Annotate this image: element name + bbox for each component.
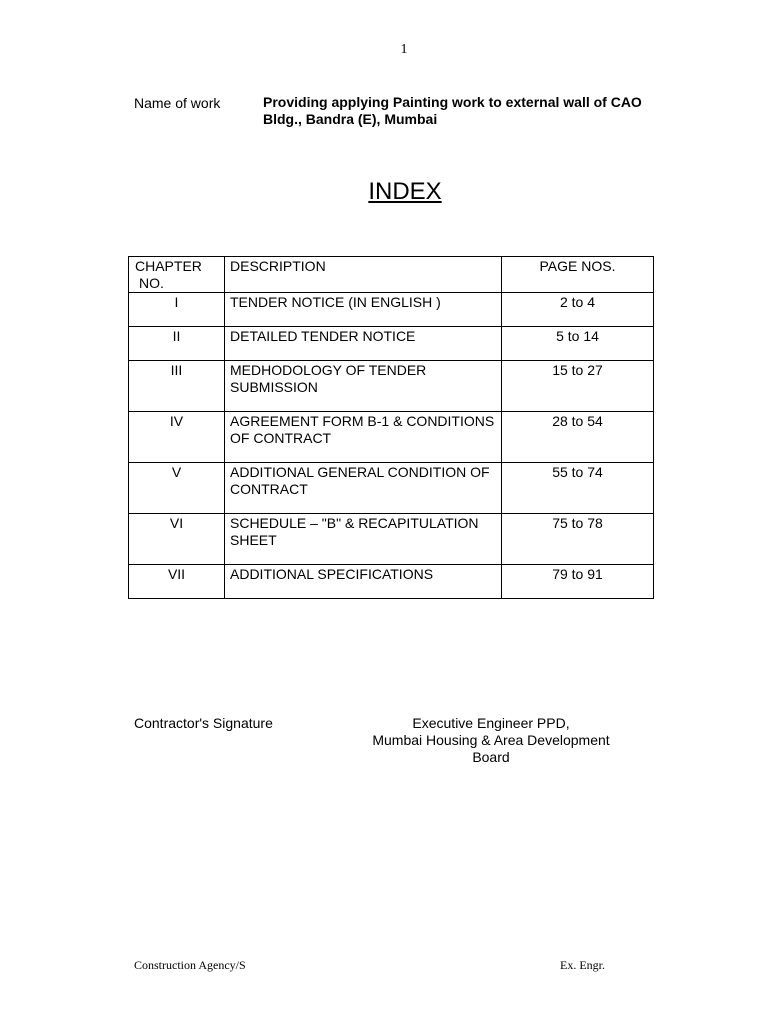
row-description: SCHEDULE – "B" & RECAPITULATION SHEET (225, 514, 502, 565)
table-row (129, 412, 654, 463)
row-pages: 79 to 91 (502, 565, 654, 599)
engineer-signature-block (355, 715, 627, 766)
row-chapter: VII (129, 565, 225, 599)
name-of-work-value: Providing applying Painting work to external wall of CAO Bldg., Bandra (E), Mumbai (263, 94, 642, 127)
row-pages: 15 to 27 (502, 361, 654, 412)
contractor-signature: Contractor's Signature (134, 715, 273, 731)
row-chapter: I (129, 293, 225, 327)
row-pages: 55 to 74 (502, 463, 654, 514)
row-pages: 5 to 14 (502, 327, 654, 361)
row-pages: 28 to 54 (502, 412, 654, 463)
table-row (129, 463, 654, 514)
row-description: DETAILED TENDER NOTICE (225, 327, 502, 361)
table-row (129, 565, 654, 599)
table-row (129, 327, 654, 361)
row-pages: 75 to 78 (502, 514, 654, 565)
engineer-organization: Mumbai Housing & Area Development Board (372, 732, 610, 765)
row-description: ADDITIONAL SPECIFICATIONS (225, 565, 502, 599)
table-header-row (129, 257, 654, 293)
name-of-work-label: Name of work (134, 95, 221, 111)
header-chapter (129, 257, 225, 293)
footer-right: Ex. Engr. (560, 958, 605, 972)
header-description: DESCRIPTION (225, 257, 502, 293)
header-chapter-line1: CHAPTER (135, 258, 202, 274)
index-table (128, 256, 654, 599)
footer-left: Construction Agency/S (134, 958, 246, 972)
row-chapter: VI (129, 514, 225, 565)
row-description: TENDER NOTICE (IN ENGLISH ) (225, 293, 502, 327)
header-pages: PAGE NOS. (502, 257, 654, 293)
table-row (129, 293, 654, 327)
page-number: 1 (400, 42, 408, 57)
row-description: ADDITIONAL GENERAL CONDITION OF CONTRACT (225, 463, 502, 514)
row-pages: 2 to 4 (502, 293, 654, 327)
index-title: INDEX (368, 178, 442, 205)
table-row (129, 361, 654, 412)
row-chapter: II (129, 327, 225, 361)
row-description: AGREEMENT FORM B-1 & CONDITIONS OF CONTRACT (225, 412, 502, 463)
header-chapter-line2: NO. (139, 275, 164, 291)
row-chapter: IV (129, 412, 225, 463)
row-description: MEDHODOLOGY OF TENDER SUBMISSION (225, 361, 502, 412)
table-row (129, 514, 654, 565)
row-chapter: III (129, 361, 225, 412)
engineer-title: Executive Engineer PPD, (412, 715, 570, 731)
row-chapter: V (129, 463, 225, 514)
